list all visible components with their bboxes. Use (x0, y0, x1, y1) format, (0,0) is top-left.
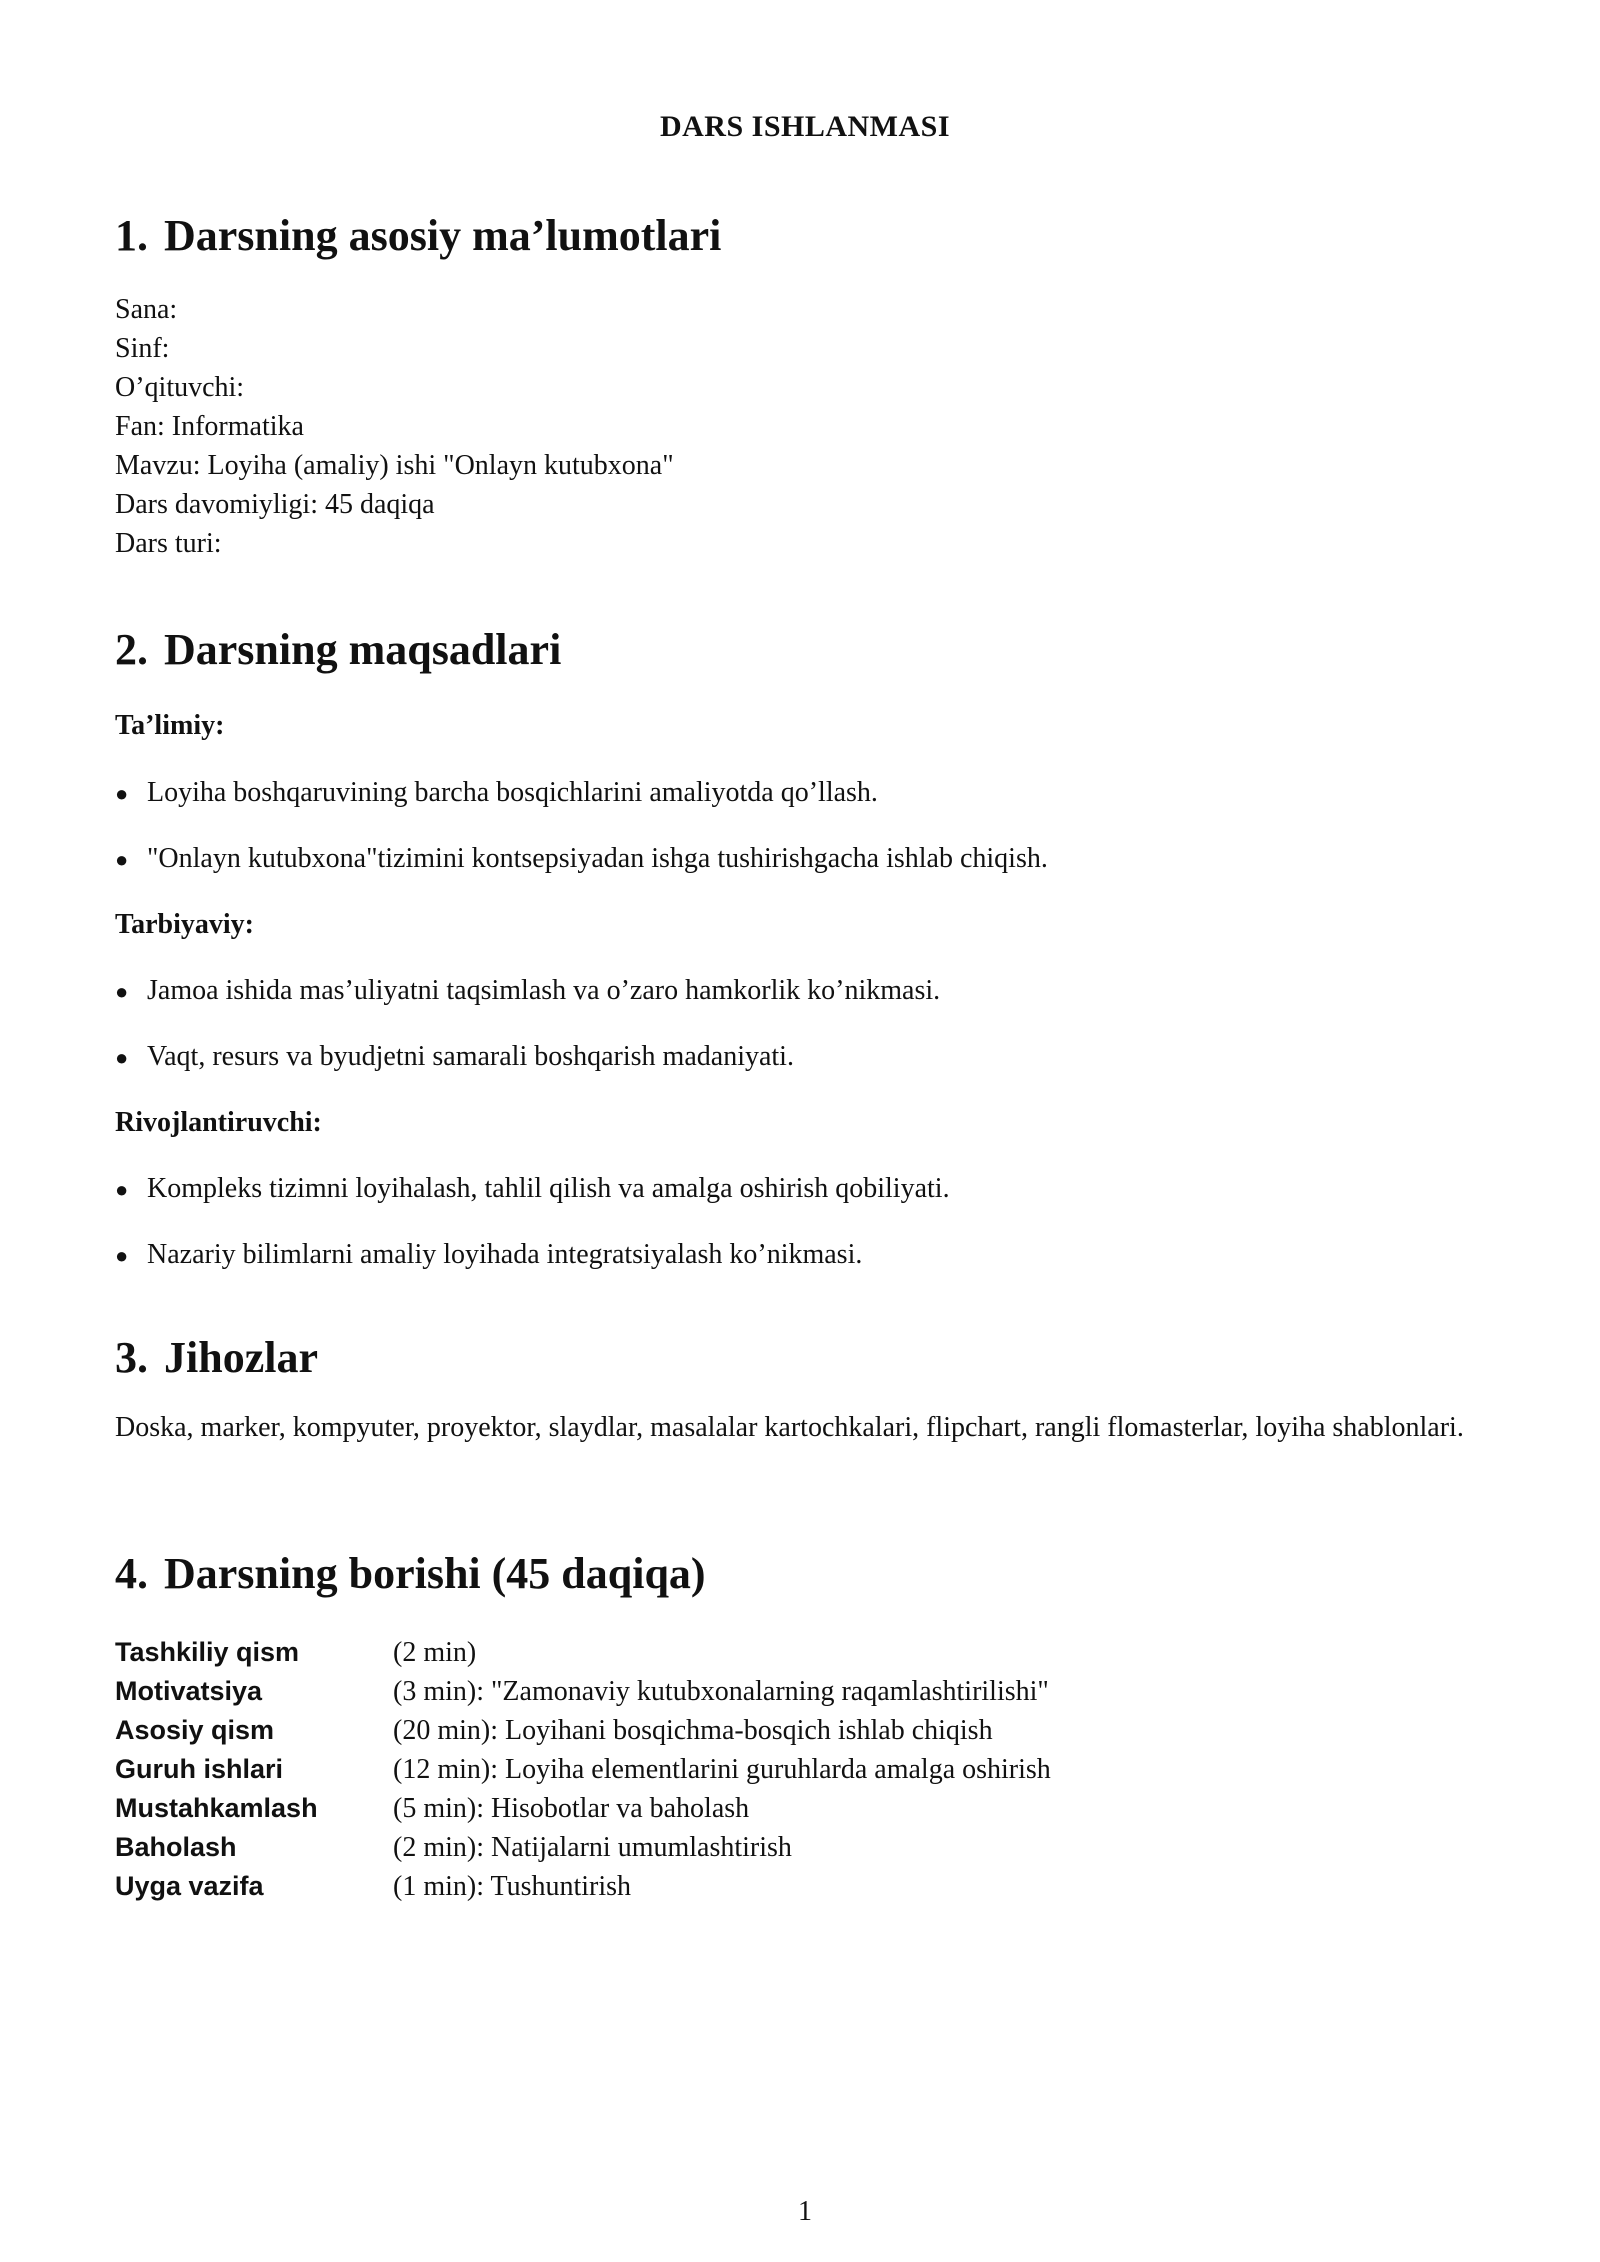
bullet-dot-icon: ● (115, 781, 129, 806)
schedule-stage-label: Guruh ishlari (115, 1754, 284, 1784)
goal-group-heading: Tarbiyaviy: (115, 909, 254, 940)
schedule-stage-desc: (2 min) (393, 1637, 477, 1668)
document-title: DARS ISHLANMASI (659, 110, 951, 143)
lesson-schedule (115, 1633, 1085, 1906)
bullet-dot-icon: ● (115, 1243, 129, 1268)
schedule-row (115, 1672, 1085, 1711)
goal-bullet-text: Kompleks tizimni loyihalash, tahlil qilish va amalga oshirish qobiliyati. (147, 1173, 950, 1204)
goal-bullet-item (115, 1239, 862, 1271)
goal-group-heading: Ta’limiy: (115, 710, 225, 741)
goal-bullet-text: Jamoa ishida mas’uliyatni taqsimlash va o’zaro hamkorlik ko’nikmasi. (147, 975, 941, 1006)
info-line-subject: Fan: Informatika (115, 411, 304, 442)
goal-bullet-item (115, 975, 940, 1007)
schedule-stage-label: Uyga vazifa (115, 1871, 264, 1901)
info-line-topic: Mavzu: Loyiha (amaliy) ishi "Onlayn kutubxona" (115, 450, 674, 481)
section-1-heading (115, 212, 721, 260)
section-1-number: 1. (115, 211, 148, 260)
info-line-teacher: O’qituvchi: (115, 372, 245, 403)
goal-bullet-text: Nazariy bilimlarni amaliy loyihada integratsiyalash ko’nikmasi. (147, 1239, 863, 1270)
goal-bullet-text: Loyiha boshqaruvining barcha bosqichlarini amaliyotda qo’llash. (147, 777, 878, 808)
schedule-stage-desc: (2 min): Natijalarni umumlashtirish (393, 1832, 792, 1863)
section-2-number: 2. (115, 625, 148, 674)
info-line-lesson-type: Dars turi: (115, 528, 222, 559)
schedule-row (115, 1867, 1085, 1906)
page-number: 1 (798, 2196, 812, 2227)
section-2-title: Darsning maqsadlari (164, 625, 562, 674)
lesson-info-list (115, 290, 674, 563)
document-page (115, 0, 1495, 2262)
section-4-number: 4. (115, 1549, 148, 1598)
goal-bullet-item (115, 1041, 794, 1073)
bullet-dot-icon: ● (115, 847, 129, 872)
goal-bullet-item (115, 1173, 950, 1205)
info-line-duration: Dars davomiyligi: 45 daqiqa (115, 489, 435, 520)
schedule-stage-desc: (12 min): Loyiha elementlarini guruhlarda amalga oshirish (393, 1754, 1051, 1785)
bullet-dot-icon: ● (115, 1045, 129, 1070)
equipment-paragraph: Doska, marker, kompyuter, proyektor, slaydlar, masalalar kartochkalari, flipchart, rangli flomasterlar, loyiha shablonlari. (115, 1412, 1464, 1443)
schedule-stage-label: Asosiy qism (115, 1715, 275, 1745)
bullet-dot-icon: ● (115, 1177, 129, 1202)
info-line-class: Sinf: (115, 333, 170, 364)
schedule-stage-desc: (20 min): Loyihani bosqichma-bosqich ishlab chiqish (393, 1715, 993, 1746)
section-2-heading (115, 626, 561, 674)
section-4-heading (115, 1550, 706, 1598)
section-1-title: Darsning asosiy ma’lumotlari (164, 211, 722, 260)
schedule-stage-desc: (5 min): Hisobotlar va baholash (393, 1793, 750, 1824)
goal-bullet-text: Vaqt, resurs va byudjetni samarali boshqarish madaniyati. (147, 1041, 794, 1072)
schedule-row (115, 1750, 1085, 1789)
schedule-stage-label: Motivatsiya (115, 1676, 263, 1706)
info-line-date: Sana: (115, 294, 178, 325)
schedule-row (115, 1828, 1085, 1867)
schedule-row (115, 1711, 1085, 1750)
section-4-title: Darsning borishi (45 daqiqa) (164, 1549, 706, 1598)
schedule-stage-desc: (1 min): Tushuntirish (393, 1871, 632, 1902)
section-3-number: 3. (115, 1333, 148, 1382)
schedule-stage-label: Mustahkamlash (115, 1793, 318, 1823)
section-3-title: Jihozlar (164, 1333, 318, 1382)
schedule-row (115, 1633, 1085, 1672)
goal-group-heading: Rivojlantiruvchi: (115, 1107, 322, 1138)
schedule-stage-desc: (3 min): "Zamonaviy kutubxonalarning raqamlashtirilishi" (393, 1676, 1049, 1707)
goal-bullet-item (115, 843, 1048, 875)
section-3-heading (115, 1334, 318, 1382)
goal-bullet-item (115, 777, 878, 809)
schedule-stage-label: Tashkiliy qism (115, 1637, 300, 1667)
schedule-stage-label: Baholash (115, 1832, 237, 1862)
schedule-row (115, 1789, 1085, 1828)
goal-bullet-text: "Onlayn kutubxona"tizimini kontsepsiyadan ishga tushirishgacha ishlab chiqish. (147, 843, 1048, 874)
bullet-dot-icon: ● (115, 979, 129, 1004)
